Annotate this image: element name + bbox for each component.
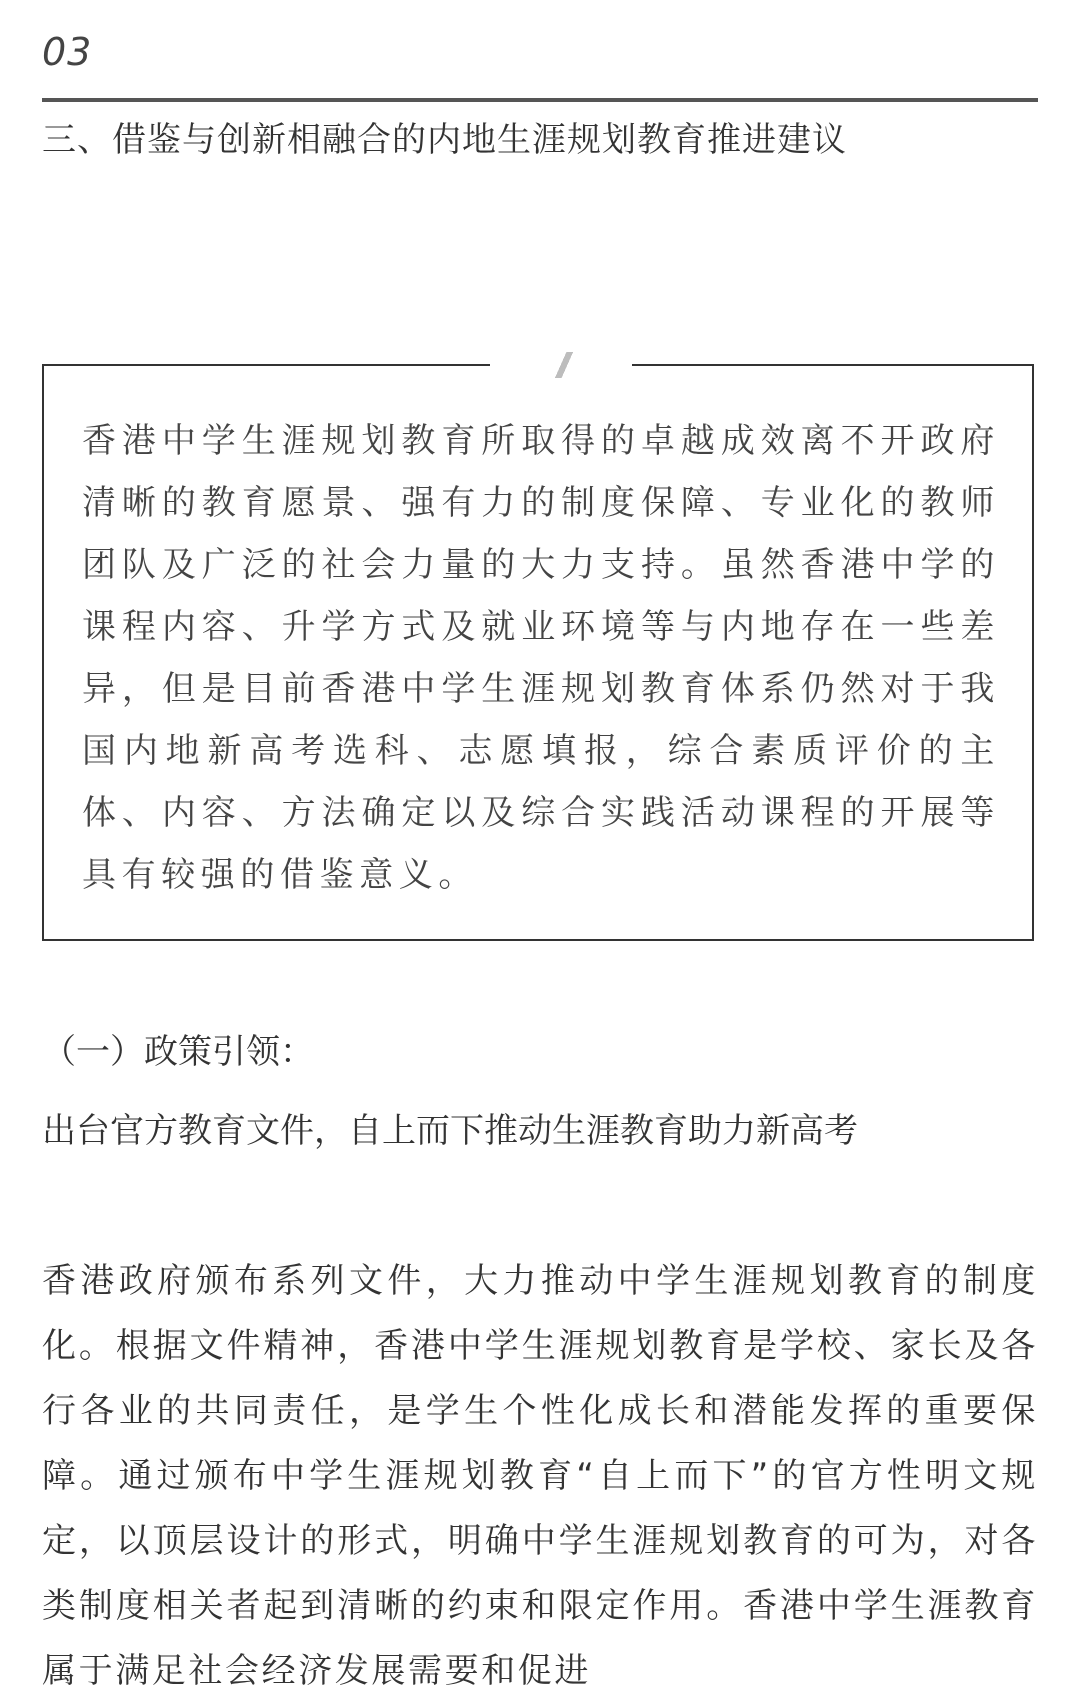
section-divider — [42, 98, 1038, 102]
subsection-title: 出台官方教育文件，自上而下推动生涯教育助力新高考 — [42, 1111, 858, 1151]
body-paragraph: 香港政府颁布系列文件，大力推动中学生涯规划教育的制度化。根据文件精神，香港中学生涯规划教育是学校、家长及各行各业的共同责任，是学生个性化成长和潜能发挥的重要保障。通过颁布中学生涯规划教育“自上而下”的官方性明文规定，以顶层设计的形式，明确中学生涯规划教育的可为，对各类制度相关者起到清晰的约束和限定作用。香港中学生涯教育属于满足社会经济发展需要和促进 — [42, 1261, 1038, 1691]
section-title: 三、借鉴与创新相融合的内地生涯规划教育推进建议 — [42, 120, 847, 160]
subsection-heading: （一）政策引领： — [42, 1032, 314, 1072]
quote-box — [42, 364, 1034, 941]
section-number: 03 — [42, 30, 93, 74]
quote-text: 香港中学生涯规划教育所取得的卓越成效离不开政府清晰的教育愿景、强有力的制度保障、专业化的教师团队及广泛的社会力量的大力支持。虽然香港中学的课程内容、升学方式及就业环境等与内地存在一些差异，但是目前香港中学生涯规划教育体系仍然对于我国内地新高考选科、志愿填报，综合素质评价的主体、内容、方法确定以及综合实践活动课程的开展等具有较强的借鉴意义。 — [82, 421, 1000, 895]
